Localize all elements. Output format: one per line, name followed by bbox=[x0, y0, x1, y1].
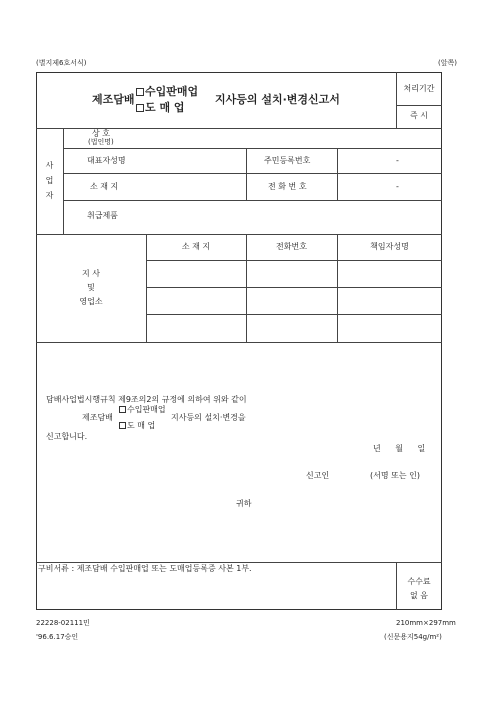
id-label: 주민등록번호 bbox=[264, 156, 311, 165]
checkbox-import[interactable] bbox=[136, 88, 144, 96]
declaration-prefix: 제조담배 bbox=[82, 413, 113, 422]
signature-label: (서명 또는 인) bbox=[370, 471, 420, 480]
form-code: 22228-02111민 bbox=[36, 619, 90, 627]
branch-label-3: 영업소 bbox=[79, 297, 103, 306]
reporter-label: 신고인 bbox=[306, 471, 330, 480]
paper-type: (신문용지54g/m²) bbox=[384, 633, 442, 641]
required-documents: 구비서류 : 제조담배 수입판매업 또는 도매업등록증 사본 1부. bbox=[38, 564, 252, 573]
applicant-label-3: 자 bbox=[45, 191, 54, 200]
declaration-option-wholesale: 도 매 업 bbox=[119, 422, 155, 430]
approval-date: '96.6.17승인 bbox=[36, 633, 79, 641]
processing-label: 처리기간 bbox=[403, 84, 435, 93]
id-value: - bbox=[396, 156, 399, 165]
declaration-suffix: 지사등의 설치·변경을 bbox=[171, 413, 246, 422]
paper-note: (앞쪽) bbox=[438, 59, 457, 67]
fee-label: 수수료 bbox=[407, 577, 431, 586]
declaration-line3: 신고합니다. bbox=[46, 432, 88, 441]
col-manager: 책임자성명 bbox=[370, 242, 409, 251]
phone-value: - bbox=[396, 182, 399, 191]
products-label: 취급제품 bbox=[87, 211, 118, 220]
form-frame bbox=[36, 72, 442, 610]
declaration-line1: 담배사업법시행규칙 제9조의2의 규정에 의하여 위와 같이 bbox=[46, 395, 247, 404]
title-prefix: 제조담배 bbox=[92, 93, 135, 106]
phone-label: 전 화 번 호 bbox=[268, 182, 307, 191]
checkbox-wholesale-decl[interactable] bbox=[119, 422, 126, 429]
col-address: 소 재 지 bbox=[181, 242, 211, 251]
checkbox-wholesale[interactable] bbox=[136, 104, 144, 112]
applicant-label-1: 사 bbox=[45, 161, 54, 170]
rep-label: 대표자성명 bbox=[87, 156, 126, 165]
checkbox-import-decl[interactable] bbox=[119, 406, 126, 413]
applicant-label-2: 업 bbox=[45, 176, 54, 185]
declaration-option-import: 수입판매업 bbox=[119, 406, 166, 414]
name-sub-label: (법인명) bbox=[88, 138, 114, 146]
col-phone: 전화번호 bbox=[276, 242, 307, 251]
title-option-wholesale: 도 매 업 bbox=[136, 102, 185, 113]
processing-value: 즉 시 bbox=[410, 111, 428, 120]
recipient-label: 귀하 bbox=[236, 499, 252, 508]
paper-size: 210mm×297mm bbox=[396, 619, 456, 627]
branch-label-1: 지 사 bbox=[82, 269, 100, 278]
branch-label-2: 및 bbox=[87, 283, 95, 292]
title-option-import: 수입판매업 bbox=[136, 86, 198, 97]
name-label: 상 호 bbox=[92, 129, 110, 138]
title-suffix: 지사등의 설치·변경신고서 bbox=[215, 93, 340, 106]
form-number: (별지제6호서식) bbox=[36, 59, 87, 67]
fee-value: 없 음 bbox=[410, 591, 428, 600]
address-label: 소 재 지 bbox=[90, 182, 119, 191]
declaration-date: 년 월 일 bbox=[373, 444, 426, 453]
